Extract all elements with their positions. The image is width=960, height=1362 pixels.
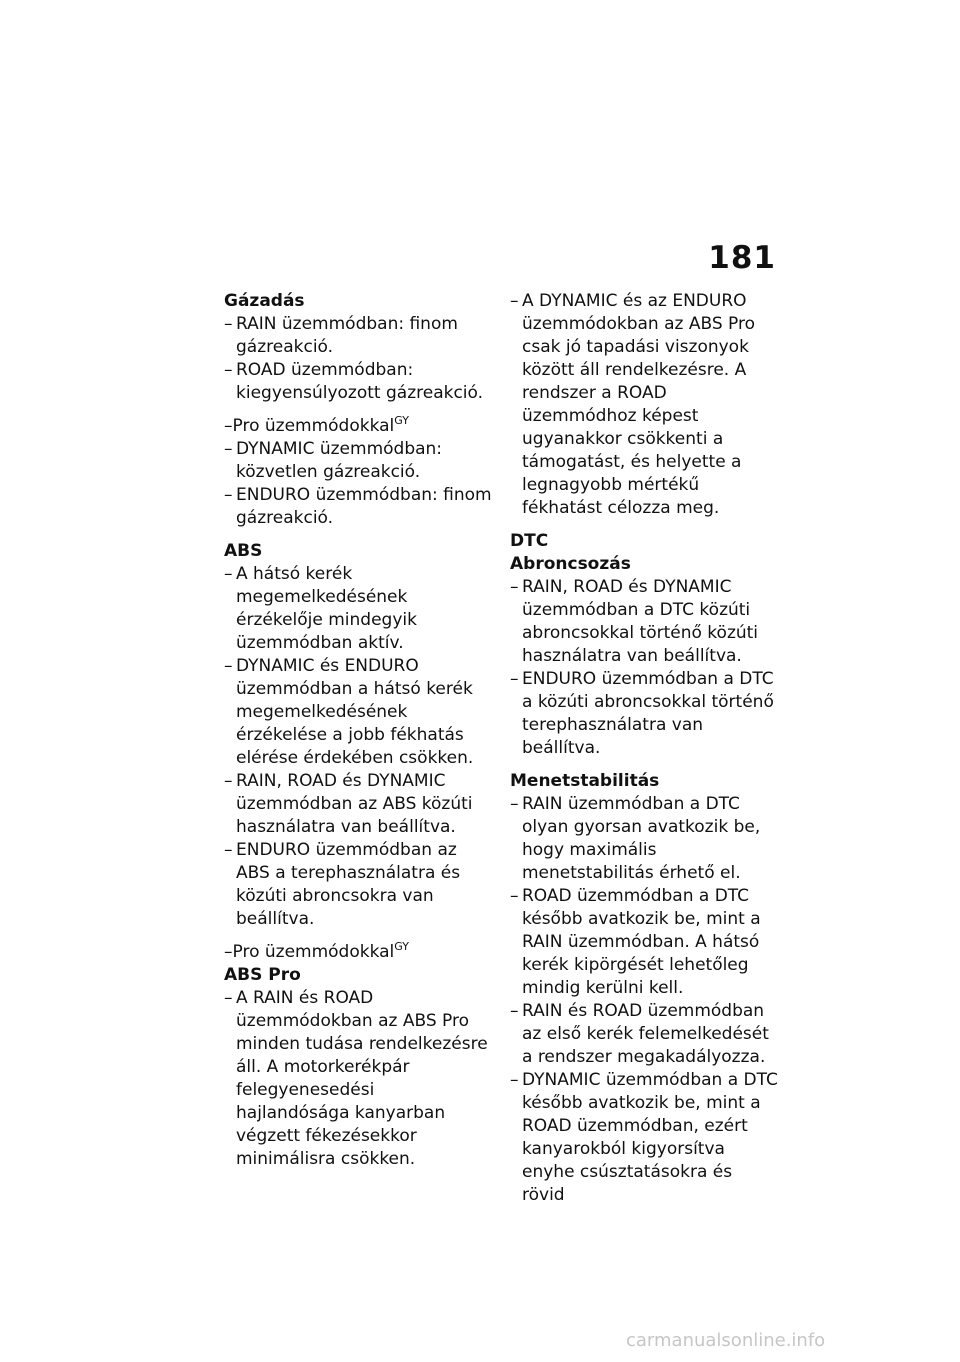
list-item: – RAIN, ROAD és DYNAMIC üzemmódban az ABS közúti használatra van beállítva. <box>224 771 473 837</box>
list-item: – ENDURO üzemmódban a DTC a közúti abroncsokkal történő terephasználatra van beállítva. <box>510 669 774 758</box>
list-item: – ROAD üzemmódban a DTC később avatkozik be, mint a RAIN üzemmódban. A hátsó kerék kipörgését lehetőleg mindig kerülni kell. <box>510 886 761 998</box>
left-column <box>224 290 492 1171</box>
pro-modes-line: –Pro üzemmódokkal$^{GY}$ <box>224 940 409 962</box>
stability-list <box>510 793 778 1207</box>
list-item: – DYNAMIC üzemmódban: közvetlen gázreakció. <box>224 439 443 482</box>
tires-list <box>510 576 778 760</box>
list-item: – RAIN, ROAD és DYNAMIC üzemmódban a DTC közúti abroncsokkal történő közúti használatra van beállítva. <box>510 577 759 666</box>
subheading-stability: Menetstabilitás <box>510 771 660 791</box>
page-number: 181 <box>708 240 776 276</box>
right-column <box>510 290 778 1207</box>
list-item: – A RAIN és ROAD üzemmódokban az ABS Pro minden tudása rendelkezésre áll. A motorkerékpár felegyenesedési hajlandósága kanyarban végzett fékezésekkor minimálisra csökken. <box>224 988 488 1169</box>
list-item: – A hátsó kerék megemelkedésének érzékelője mindegyik üzemmódban aktív. <box>224 564 417 653</box>
list-item: – DYNAMIC és ENDURO üzemmódban a hátsó kerék megemelkedésének érzékelése a jobb fékhatás elérése érdekében csökken. <box>224 656 474 768</box>
subheading-tires: Abroncsozás <box>510 554 631 574</box>
throttle-pro-list <box>224 438 492 530</box>
section-heading-abs-pro: ABS Pro <box>224 965 301 985</box>
list-item: – ROAD üzemmódban: kiegyensúlyozott gázreakció. <box>224 360 484 403</box>
abs-pro-list <box>224 987 492 1171</box>
section-heading-abs: ABS <box>224 541 263 561</box>
list-item: – RAIN és ROAD üzemmódban az első kerék felemelkedését a rendszer megakadályozza. <box>510 1001 769 1067</box>
list-item: – A DYNAMIC és az ENDURO üzemmódokban az ABS Pro csak jó tapadási viszonyok között áll rendelkezésre. A rendszer a ROAD üzemmódhoz képest ugyanakkor csökkenti a támogatást, és helyette a legnagyobb mértékű fékhatást célozza meg. <box>510 291 756 518</box>
section-heading-dtc: DTC <box>510 531 549 551</box>
pro-modes-line: –Pro üzemmódokkal$^{GY}$ <box>224 414 409 436</box>
list-item: – DYNAMIC üzemmódban a DTC később avatkozik be, mint a ROAD üzemmódban, ezért kanyarokból kigyorsítva enyhe csúsztatásokra és rövid <box>510 1070 778 1205</box>
section-heading-throttle: Gázadás <box>224 291 305 311</box>
watermark: carmanualsonline.info <box>626 1330 826 1351</box>
abs-list <box>224 563 492 931</box>
list-item: – RAIN üzemmódban: finom gázreakció. <box>224 314 458 357</box>
list-item: – ENDURO üzemmódban: finom gázreakció. <box>224 485 492 528</box>
abs-pro-continued-list <box>510 290 778 520</box>
list-item: – ENDURO üzemmódban az ABS a terephasználatra és közúti abroncsokra van beállítva. <box>224 840 461 929</box>
list-item: – RAIN üzemmódban a DTC olyan gyorsan avatkozik be, hogy maximális menetstabilitás érhető el. <box>510 794 761 883</box>
throttle-list <box>224 313 492 405</box>
